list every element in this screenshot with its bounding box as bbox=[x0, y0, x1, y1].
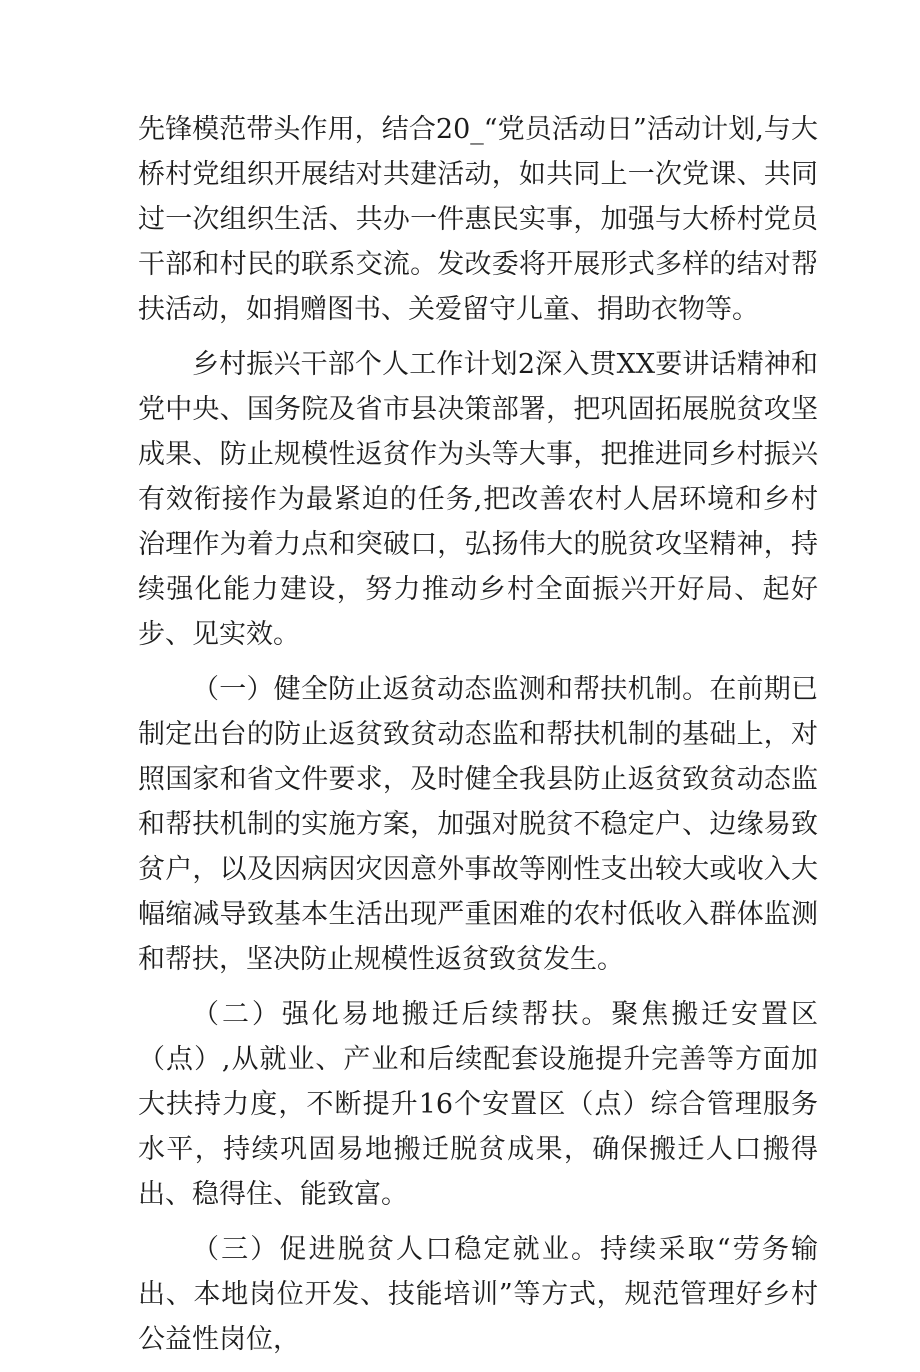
paragraph-plan-intro: 乡村振兴干部个人工作计划2深入贯XX要讲话精神和党中央、国务院及省市县决策部署，把巩固拓展脱贫攻坚成果、防止规模性返贫作为头等大事，把推进同乡村振兴有效衔接作为最紧迫的任务,把改善农村人居环境和乡村治理作为着力点和突破口，弘扬伟大的脱贫攻坚精神，持续强化能力建设，努力推动乡村全面振兴开好局、起好步、见实效。 bbox=[138, 349, 818, 650]
paragraph-section-3: （三）促进脱贫人口稳定就业。持续采取“劳务输出、本地岗位开发、技能培训”等方式，规范管理好乡村公益性岗位， bbox=[138, 1234, 818, 1355]
paragraph-continued: 先锋模范带头作用，结合20_“党员活动日”活动计划,与大桥村党组织开展结对共建活动，如共同上一次党课、共同过一次组织生活、共办一件惠民实事，加强与大桥村党员干部和村民的联系交流。发改委将开展形式多样的结对帮扶活动，如捐赠图书、关爱留守儿童、捐助衣物等。 bbox=[138, 114, 818, 325]
document-body bbox=[138, 107, 818, 1372]
paragraph-section-2: （二）强化易地搬迁后续帮扶。聚焦搬迁安置区（点）,从就业、产业和后续配套设施提升完善等方面加大扶持力度，不断提升16个安置区（点）综合管理服务水平，持续巩固易地搬迁脱贫成果，确保搬迁人口搬得出、稳得住、能致富。 bbox=[138, 999, 818, 1210]
paragraph-section-1: （一）健全防止返贫动态监测和帮扶机制。在前期已制定出台的防止返贫致贫动态监和帮扶机制的基础上，对照国家和省文件要求，及时健全我县防止返贫致贫动态监和帮扶机制的实施方案，加强对脱贫不稳定户、边缘易致贫户，以及因病因灾因意外事故等刚性支出较大或收入大幅缩减导致基本生活出现严重困难的农村低收入群体监测和帮扶，坚决防止规模性返贫致贫发生。 bbox=[138, 674, 818, 975]
